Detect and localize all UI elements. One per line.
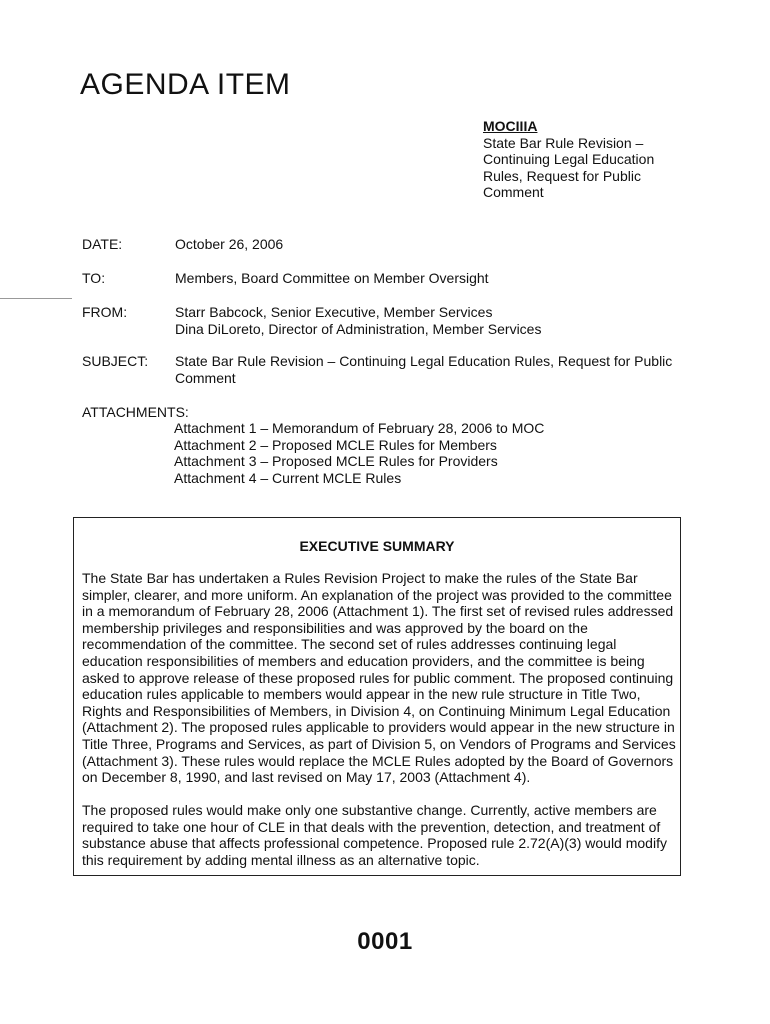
attachment-item: Attachment 4 – Current MCLE Rules xyxy=(174,469,402,486)
attachment-item: Attachment 1 – Memorandum of February 28, 2006 to MOC xyxy=(174,420,545,436)
from-line-1: Starr Babcock, Senior Executive, Member Services xyxy=(175,304,493,320)
agenda-code: MOCIIIA xyxy=(483,118,538,134)
date-value: October 26, 2006 xyxy=(175,236,284,252)
executive-summary-paragraph-2: The proposed rules would make only one substantive change. Currently, active members are required to take one hour of CLE in that deals with the prevention, detection, and treatment of substance abuse that affects professional competence. Proposed rule 2.72(A)(3) would modify this requirement by adding mental illness as an alternative topic. xyxy=(82,802,667,868)
to-label: TO: xyxy=(82,270,106,286)
page-title: AGENDA ITEM xyxy=(80,68,291,101)
from-line-2: Dina DiLoreto, Director of Administration, Member Services xyxy=(175,320,542,337)
executive-summary-heading: EXECUTIVE SUMMARY xyxy=(299,538,455,554)
scan-artifact-line xyxy=(0,298,72,299)
date-label: DATE: xyxy=(82,236,123,252)
from-value xyxy=(175,304,695,337)
attachments-list xyxy=(174,420,544,486)
subject-label: SUBJECT: xyxy=(82,353,149,369)
agenda-reference-subject: State Bar Rule Revision – Continuing Legal Education Rules, Request for Public Comment xyxy=(483,134,655,200)
subject-value: State Bar Rule Revision – Continuing Legal Education Rules, Request for Public Comment xyxy=(175,353,673,386)
page-number: 0001 xyxy=(357,928,413,955)
attachments-label: ATTACHMENTS: xyxy=(82,404,189,420)
executive-summary-paragraph-1: The State Bar has undertaken a Rules Revision Project to make the rules of the State Bar simpler, clearer, and more uniform. An explanation of the project was provided to the committee in a memorandum of February 28, 2006 (Attachment 1). The first set of revised rules addressed membership privileges and responsibilities and was approved by the board on the recommendation of the committee. The second set of rules addresses continuing legal education responsibilities of members and education providers, and the committee is being asked to approve release of these proposed rules for public comment. The proposed continuing education rules applicable to members would appear in the new rule structure in Title Two, Rights and Responsibilities of Members, in Division 4, on Continuing Minimum Legal Education (Attachment 2). The proposed rules applicable to providers would appear in the new structure in Title Three, Programs and Services, as part of Division 5, on Vendors of Programs and Services (Attachment 3). These rules would replace the MCLE Rules adopted by the Board of Governors on December 8, 1990, and last revised on May 17, 2003 (Attachment 4). xyxy=(82,570,676,786)
attachment-item: Attachment 2 – Proposed MCLE Rules for Members xyxy=(174,436,497,453)
agenda-reference xyxy=(483,118,683,201)
from-label: FROM: xyxy=(82,304,128,320)
attachment-item: Attachment 3 – Proposed MCLE Rules for Providers xyxy=(174,453,498,469)
to-value: Members, Board Committee on Member Oversight xyxy=(175,270,489,286)
executive-summary-box xyxy=(73,517,681,876)
